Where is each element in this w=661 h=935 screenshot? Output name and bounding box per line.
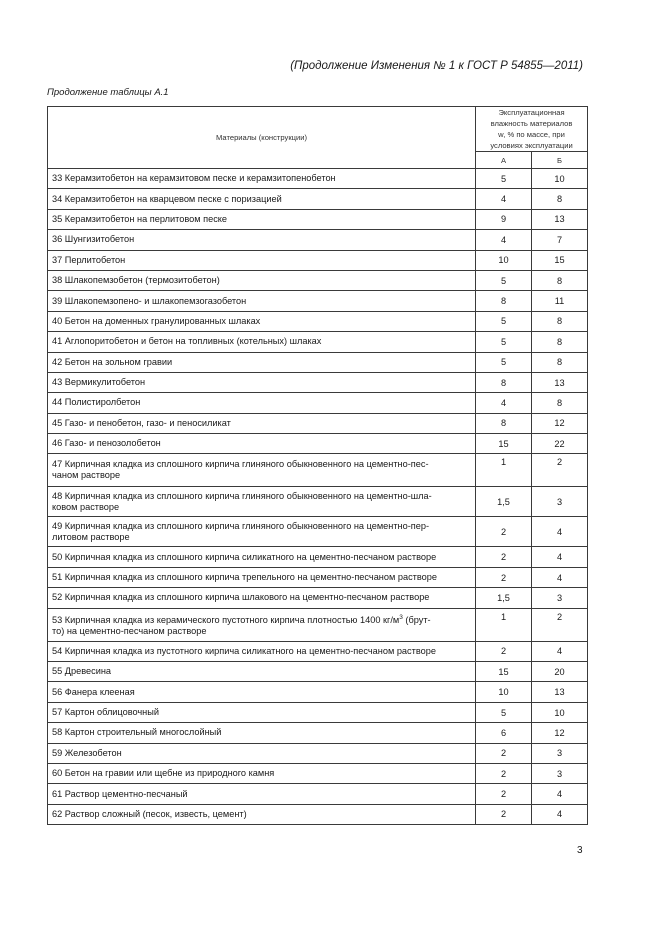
- moisture-b: 8: [532, 270, 588, 290]
- table-row: [48, 588, 588, 608]
- material-name: 57 Картон облицовочный: [48, 702, 476, 722]
- table-row: [48, 209, 588, 229]
- material-name-line-2: чаном растворе: [52, 470, 121, 481]
- moisture-a: 2: [476, 567, 532, 587]
- material-name: 60 Бетон на гравии или щебне из природного камня: [48, 763, 476, 783]
- table-row: [48, 169, 588, 189]
- material-name: 37 Перлитобетон: [48, 250, 476, 270]
- table-row: [48, 702, 588, 722]
- moisture-b: 12: [532, 723, 588, 743]
- material-name: 59 Железобетон: [48, 743, 476, 763]
- moisture-header-line-2: влажность материалов: [490, 119, 573, 128]
- moisture-a: 15: [476, 434, 532, 454]
- material-name: 38 Шлакопемзобетон (термозитобетон): [48, 270, 476, 290]
- material-name: [48, 517, 476, 547]
- moisture-b: 20: [532, 662, 588, 682]
- moisture-b: 11: [532, 291, 588, 311]
- table-row: [48, 517, 588, 547]
- moisture-header-line-1: Эксплуатационная: [498, 108, 565, 117]
- moisture-b: 8: [532, 393, 588, 413]
- table-row: [48, 291, 588, 311]
- moisture-b: 10: [532, 702, 588, 722]
- moisture-a: 10: [476, 250, 532, 270]
- moisture-a: 2: [476, 517, 532, 547]
- material-name-line-1a: 53 Кирпичная кладка из керамического пустотного кирпича плотностью 1400 кг/м: [52, 615, 400, 626]
- material-name: [48, 487, 476, 517]
- material-name-line-2: то) на цементно-песчаном растворе: [52, 626, 207, 637]
- moisture-a: 5: [476, 169, 532, 189]
- material-name: 52 Кирпичная кладка из сплошного кирпича шлакового на цементно-песчаном растворе: [48, 588, 476, 608]
- material-name: 55 Древесина: [48, 662, 476, 682]
- column-header-materials: Материалы (конструкции): [48, 107, 476, 169]
- amendment-header: (Продолжение Изменения № 1 к ГОСТ Р 54855—2011): [290, 60, 583, 72]
- moisture-a: 9: [476, 209, 532, 229]
- table-row: [48, 487, 588, 517]
- moisture-a: 1,5: [476, 487, 532, 517]
- moisture-a: 10: [476, 682, 532, 702]
- moisture-b: 8: [532, 311, 588, 331]
- moisture-b: 4: [532, 517, 588, 547]
- moisture-b: 12: [532, 413, 588, 433]
- moisture-a: 4: [476, 189, 532, 209]
- moisture-a: 8: [476, 372, 532, 392]
- material-name-line-1: 49 Кирпичная кладка из сплошного кирпича глиняного обыкновенного на цементно-пер-: [52, 520, 430, 531]
- moisture-b: 7: [532, 230, 588, 250]
- moisture-b: 4: [532, 641, 588, 661]
- moisture-a: 2: [476, 641, 532, 661]
- material-name: 50 Кирпичная кладка из сплошного кирпича силикатного на цементно-песчаном растворе: [48, 547, 476, 567]
- table-row: [48, 454, 588, 487]
- moisture-b: 8: [532, 189, 588, 209]
- moisture-header-line-3: w, % по массе, при: [498, 130, 565, 139]
- moisture-b: 13: [532, 372, 588, 392]
- table-row: [48, 270, 588, 290]
- column-header-b: Б: [532, 152, 588, 169]
- moisture-b: 4: [532, 784, 588, 804]
- moisture-a: 5: [476, 702, 532, 722]
- material-name: [48, 608, 476, 641]
- moisture-b: 2: [532, 454, 588, 487]
- material-name: 34 Керамзитобетон на кварцевом песке с поризацией: [48, 189, 476, 209]
- material-name: 51 Кирпичная кладка из сплошного кирпича трепельного на цементно-песчаном растворе: [48, 567, 476, 587]
- material-name: 56 Фанера клееная: [48, 682, 476, 702]
- table-row: [48, 641, 588, 661]
- moisture-b: 4: [532, 547, 588, 567]
- material-name-line-2: литовом растворе: [52, 531, 130, 542]
- moisture-a: 6: [476, 723, 532, 743]
- table-row: [48, 662, 588, 682]
- table-row: [48, 434, 588, 454]
- material-name: 39 Шлакопемзопено- и шлакопемзогазобетон: [48, 291, 476, 311]
- table-row: [48, 608, 588, 641]
- material-name: 33 Керамзитобетон на керамзитовом песке и керамзитопенобетон: [48, 169, 476, 189]
- page-number: 3: [577, 845, 583, 856]
- table-row: [48, 763, 588, 783]
- material-name: 54 Кирпичная кладка из пустотного кирпича силикатного на цементно-песчаном растворе: [48, 641, 476, 661]
- material-name: 58 Картон строительный многослойный: [48, 723, 476, 743]
- moisture-a: 2: [476, 784, 532, 804]
- moisture-a: 8: [476, 413, 532, 433]
- moisture-a: 5: [476, 270, 532, 290]
- table-row: [48, 682, 588, 702]
- material-name: 46 Газо- и пенозолобетон: [48, 434, 476, 454]
- material-name: 43 Вермикулитобетон: [48, 372, 476, 392]
- table-row: [48, 311, 588, 331]
- material-name: [48, 454, 476, 487]
- material-name: 44 Полистиролбетон: [48, 393, 476, 413]
- moisture-a: 5: [476, 332, 532, 352]
- moisture-b: 3: [532, 763, 588, 783]
- moisture-a: 4: [476, 393, 532, 413]
- moisture-b: 10: [532, 169, 588, 189]
- moisture-a: 1: [476, 454, 532, 487]
- table-row: [48, 332, 588, 352]
- moisture-b: 3: [532, 588, 588, 608]
- moisture-a: 15: [476, 662, 532, 682]
- table-row: [48, 250, 588, 270]
- moisture-a: 2: [476, 763, 532, 783]
- moisture-a: 2: [476, 804, 532, 824]
- material-name-line-1: 48 Кирпичная кладка из сплошного кирпича глиняного обыкновенного на цементно-шла-: [52, 490, 432, 501]
- moisture-b: 13: [532, 209, 588, 229]
- table-row: [48, 393, 588, 413]
- moisture-b: 15: [532, 250, 588, 270]
- moisture-b: 3: [532, 487, 588, 517]
- moisture-a: 5: [476, 352, 532, 372]
- moisture-a: 4: [476, 230, 532, 250]
- material-name: 42 Бетон на зольном гравии: [48, 352, 476, 372]
- column-header-a: А: [476, 152, 532, 169]
- material-name-line-1b: (брут-: [402, 615, 431, 626]
- table-row: [48, 352, 588, 372]
- material-name-line-1: 47 Кирпичная кладка из сплошного кирпича глиняного обыкновенного на цементно-пес-: [52, 459, 429, 470]
- moisture-b: 8: [532, 352, 588, 372]
- moisture-b: 4: [532, 567, 588, 587]
- superscript-3: 3: [399, 614, 403, 622]
- material-name: 36 Шунгизитобетон: [48, 230, 476, 250]
- table-row: [48, 189, 588, 209]
- table-row: [48, 567, 588, 587]
- moisture-a: 5: [476, 311, 532, 331]
- moisture-a: 1,5: [476, 588, 532, 608]
- material-name: 61 Раствор цементно-песчаный: [48, 784, 476, 804]
- column-header-moisture: [476, 107, 588, 152]
- moisture-b: 22: [532, 434, 588, 454]
- moisture-b: 13: [532, 682, 588, 702]
- material-name: 62 Раствор сложный (песок, известь, цемент): [48, 804, 476, 824]
- moisture-a: 2: [476, 547, 532, 567]
- table-row: [48, 230, 588, 250]
- material-name: 40 Бетон на доменных гранулированных шлаках: [48, 311, 476, 331]
- table-row: [48, 547, 588, 567]
- table-continuation-caption: Продолжение таблицы А.1: [47, 87, 169, 98]
- moisture-a: 8: [476, 291, 532, 311]
- moisture-a: 1: [476, 608, 532, 641]
- moisture-header-line-4: условиях эксплуатации: [490, 141, 573, 150]
- table-row: [48, 372, 588, 392]
- material-name: 35 Керамзитобетон на перлитовом песке: [48, 209, 476, 229]
- material-name: 45 Газо- и пенобетон, газо- и пеносиликат: [48, 413, 476, 433]
- table-row: [48, 723, 588, 743]
- moisture-b: 3: [532, 743, 588, 763]
- moisture-b: 2: [532, 608, 588, 641]
- table-row: [48, 804, 588, 824]
- table-row: [48, 413, 588, 433]
- table-row: [48, 743, 588, 763]
- table-row: [48, 784, 588, 804]
- moisture-a: 2: [476, 743, 532, 763]
- materials-moisture-table: [47, 106, 588, 825]
- moisture-b: 4: [532, 804, 588, 824]
- material-name-line-2: ковом растворе: [52, 501, 120, 512]
- material-name: 41 Аглопоритобетон и бетон на топливных (котельных) шлаках: [48, 332, 476, 352]
- moisture-b: 8: [532, 332, 588, 352]
